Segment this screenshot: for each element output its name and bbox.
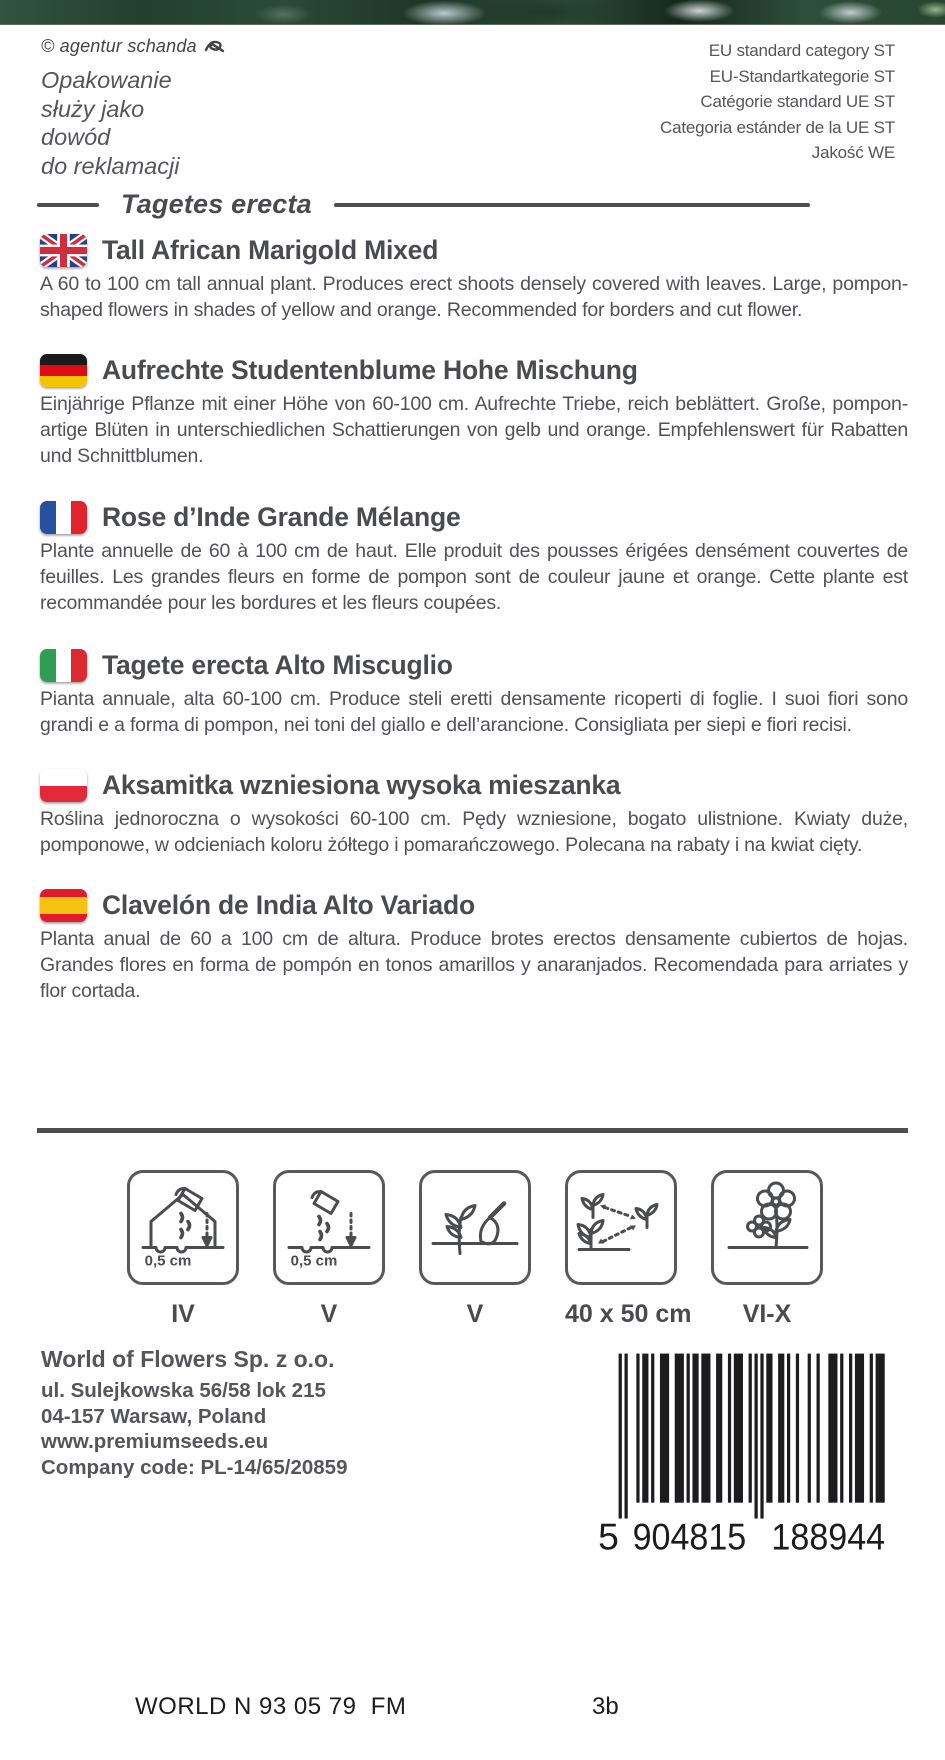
pictogram-sow-under-cover	[127, 1170, 239, 1329]
section-header	[40, 769, 908, 802]
italy-flag-icon	[40, 649, 87, 682]
claim-line: dowód	[41, 124, 111, 150]
ean-barcode	[596, 1348, 904, 1553]
plant-out-icon	[419, 1170, 531, 1285]
section-header	[40, 501, 908, 534]
pictogram-label: 40 x 50 cm	[565, 1300, 692, 1328]
barcode-digit-group: 188944	[771, 1515, 886, 1553]
pictogram-label: VI-X	[742, 1300, 792, 1328]
batch-code: 3b	[592, 1693, 619, 1720]
pictogram-label: IV	[171, 1300, 195, 1328]
producer-block	[41, 1346, 348, 1480]
category-line: Categoria estánder de la UE ST	[660, 117, 895, 137]
section-description: Roślina jednoroczna o wysokości 60-100 cm. Pędy wzniesione, bogato ulistnione. Kwiaty duże, pomponowe, w odcieniach koloru żółtego i pomarańczowego. Polecana na rabaty i na kwiat cięty.	[40, 808, 908, 856]
section-title: Tagete erecta Alto Miscuglio	[102, 650, 453, 680]
pictogram-sow-outdoor	[273, 1170, 385, 1329]
eu-category-block	[660, 38, 895, 166]
section-header	[40, 354, 908, 387]
sow-depth-label: 0,5 cm	[290, 1252, 338, 1270]
copyright-line	[41, 36, 225, 57]
claim-line: Opakowanie	[41, 67, 172, 93]
barcode-digit-group: 5	[598, 1515, 619, 1553]
flowering-period-icon	[711, 1170, 823, 1285]
section-description: A 60 to 100 cm tall annual plant. Produces erect shoots densely covered with leaves. Large, pompon-shaped flowers in shades of yellow and orange. Recommended for borders and cut flower.	[40, 273, 908, 321]
botanical-name-row	[37, 189, 810, 220]
section-description: Einjährige Pflanze mit einer Höhe von 60-100 cm. Aufrechte Triebe, reich beblättert. Große, pompon-artige Blüten in unterschiedlichen Schattierungen von gelb und orange. Empfehlenswert für Rabatten und Schnittblumen.	[40, 393, 908, 467]
germany-flag-icon	[40, 354, 87, 387]
section-french	[40, 501, 908, 616]
category-line: EU-Standartkategorie ST	[709, 66, 895, 86]
section-title: Aufrechte Studentenblume Hohe Mischung	[102, 355, 638, 385]
plant-spacing-icon	[565, 1170, 677, 1285]
rule-left	[37, 203, 99, 207]
sow-depth-label: 0,5 cm	[144, 1252, 192, 1270]
spain-flag-icon	[40, 889, 87, 922]
section-title: Aksamitka wzniesiona wysoka mieszanka	[102, 770, 621, 800]
pictogram-row	[127, 1170, 823, 1329]
claim-line: służy jako	[41, 95, 145, 122]
pictogram-plant-out	[419, 1170, 531, 1329]
producer-company-code: Company code: PL-14/65/20859	[41, 1455, 348, 1479]
section-header	[40, 234, 908, 267]
section-description: Planta anual de 60 a 100 cm de altura. Produce brotes erectos densamente cubiertos de hojas. Grandes flores en forma de pompón en tonos amarillos y anaranjados. Recomendada para arriates y flor cortada.	[40, 928, 908, 1002]
photo-strip	[0, 0, 945, 25]
producer-name: World of Flowers Sp. z o.o.	[41, 1346, 335, 1372]
print-imprint: WORLD N 93 05 79 FM	[135, 1693, 407, 1720]
section-italian	[40, 649, 908, 739]
category-line: Jakość WE	[811, 143, 895, 163]
claim-text	[41, 66, 179, 180]
rule-right	[334, 203, 810, 207]
section-description: Plante annuelle de 60 à 100 cm de haut. Elle produit des pousses érigées densément couvertes de feuilles. Les grandes fleurs en forme de pompon sont de couleur jaune et orange. Cette plante est recommandée pour les bordures et les fleurs coupées.	[40, 540, 908, 614]
pictogram-label: V	[320, 1300, 338, 1328]
copyright-text: © agentur schanda	[41, 36, 197, 56]
sow-under-cover-icon	[127, 1170, 239, 1285]
france-flag-icon	[40, 501, 87, 534]
category-line: Catégorie standard UE ST	[700, 92, 895, 112]
section-header	[40, 889, 908, 922]
pictogram-label: V	[466, 1300, 484, 1328]
divider-rule	[37, 1128, 908, 1133]
botanical-name: Tagetes erecta	[121, 189, 312, 219]
producer-address-line: 04-157 Warsaw, Poland	[41, 1404, 267, 1428]
pictogram-plant-spacing	[565, 1170, 692, 1329]
united-kingdom-flag-icon	[40, 234, 87, 267]
agentur-schanda-logo	[203, 39, 225, 55]
barcode-bars	[619, 1354, 885, 1519]
section-title: Tall African Marigold Mixed	[102, 235, 439, 265]
section-english	[40, 234, 908, 324]
claim-line: do reklamacji	[41, 152, 180, 179]
section-spanish	[40, 889, 908, 1004]
section-description: Pianta annuale, alta 60-100 cm. Produce steli eretti densamente ricoperti di foglie. I suoi fiori sono grandi e a forma di pompon, nei toni del giallo e dell’arancione. Consigliata per siepi e fiori recisi.	[40, 688, 908, 736]
pictogram-flowering-period	[711, 1170, 823, 1329]
category-line: EU standard category ST	[708, 41, 895, 60]
section-title: Clavelón de India Alto Variado	[102, 890, 475, 920]
section-polish	[40, 769, 908, 859]
section-header	[40, 649, 908, 682]
barcode-digit-group: 904815	[632, 1515, 747, 1553]
section-title: Rose d’Inde Grande Mélange	[102, 502, 461, 532]
poland-flag-icon	[40, 769, 87, 802]
producer-address-line: ul. Sulejkowska 56/58 lok 215	[41, 1379, 326, 1402]
producer-website: www.premiumseeds.eu	[41, 1430, 269, 1453]
sow-outdoor-icon	[273, 1170, 385, 1285]
section-german	[40, 354, 908, 469]
